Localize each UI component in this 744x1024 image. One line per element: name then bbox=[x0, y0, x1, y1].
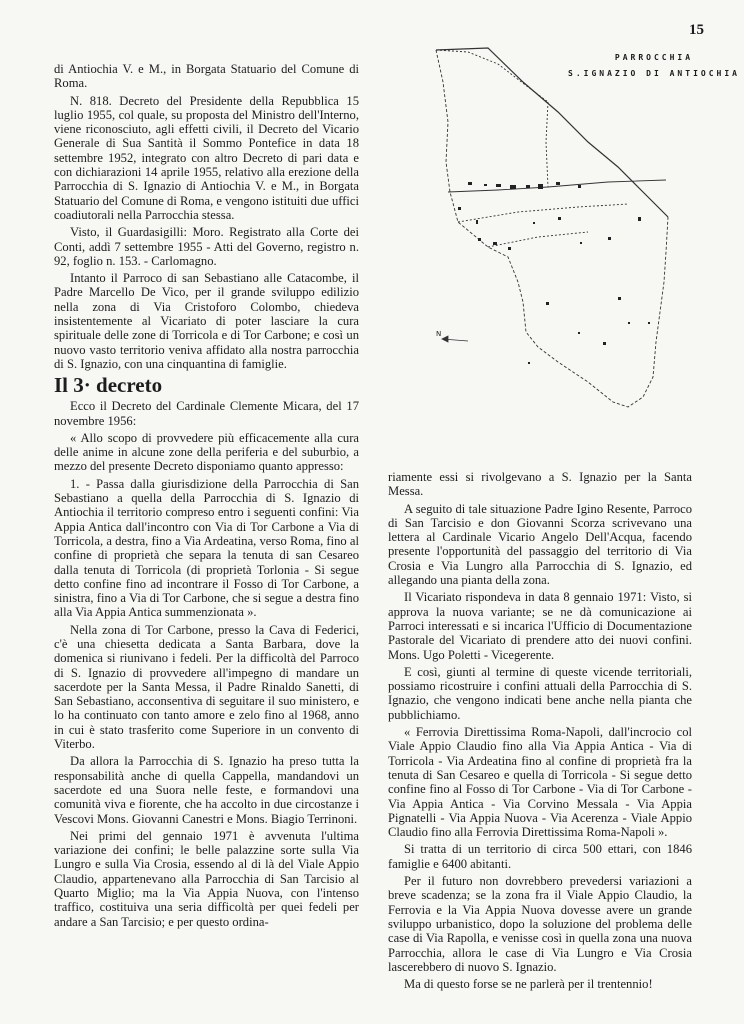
map-title bbox=[568, 50, 740, 82]
map-title-line2: S.IGNAZIO DI ANTIOCHIA bbox=[568, 69, 740, 78]
paragraph: Il Vicariato rispondeva in data 8 gennaio 1971: Visto, si approva la nuova variante; se ne dà comunicazione ai Parroci interessati e si incarica l'Ufficio di Documentazione Pastorale del Vicariato di prendere atto dei nuovi confini. Mons. Ugo Poletti - Vicegerente. bbox=[388, 590, 692, 662]
left-column bbox=[54, 62, 359, 929]
paragraph: N. 818. Decreto del Presidente della Repubblica 15 luglio 1955, col quale, su proposta del Ministro dell'Interno, viene riconosciuto, agli effetti civili, il Decreto del Vicario Generale di Sua Santità il Sommo Pontefice in data 18 settembre 1952, integrato con altro Decreto di pari data e con dichiarazioni 14 aprile 1955, relativo alla erezione della Parrocchia di S. Ignazio di Antiochia V. e M., in Borgata Statuario del Comune di Roma, e vengono istituiti due uffici coadiutorali nella Parrocchia stessa. bbox=[54, 93, 359, 222]
paragraph: Nei primi del gennaio 1971 è avvenuta l'ultima variazione dei confini; le belle palazzine sorte sulla Via Lungro e sulla Via Crosia, essendo al di là del Viale Appio Claudio, appartenevano alla Parrocchia di San Tarcisio al Quarto Miglio; ma la Via Appia Nuova, con l'intenso traffico, costituiva una seria difficoltà per quei fedeli per andare a San Tarcisio; e per questo ordina- bbox=[54, 828, 359, 929]
parish-boundary bbox=[436, 50, 668, 407]
map-title-line1: PARROCCHIA bbox=[614, 53, 694, 62]
paragraph: di Antiochia V. e M., in Borgata Statuario del Comune di Roma. bbox=[54, 62, 359, 91]
north-label: N bbox=[436, 330, 442, 338]
paragraph: E così, giunti al termine di queste vicende territoriali, possiamo ricostruire i confini attuali della Parrocchia di S. Ignazio, che vengono indicati bene anche nella pianta che pubblichiamo. bbox=[388, 664, 692, 722]
paragraph: riamente essi si rivolgevano a S. Ignazio per la Santa Messa. bbox=[388, 470, 692, 499]
paragraph: Intanto il Parroco di san Sebastiano alle Catacombe, il Padre Marcello De Vico, per il grande sviluppo edilizio nella zona di Via Cristoforo Colombo, chiedeva insistentemente al Vicariato di poter lasciare la cura spirituale delle zone di Torricola e di Tor Carbone; e così un nuovo vasto territorio veniva affidato alla nostra parrocchia di S. Ignazio, con una cinquantina di famiglie. bbox=[54, 271, 359, 371]
paragraph: Ecco il Decreto del Cardinale Clemente Micara, del 17 novembre 1956: bbox=[54, 399, 359, 428]
paragraph: Visto, il Guardasigilli: Moro. Registrato alla Corte dei Conti, addì 7 settembre 1955 - Atti del Governo, registro n. 92, foglio n. 153. - Carlomagno. bbox=[54, 225, 359, 268]
paragraph: Ma di questo forse se ne parlerà per il trentennio! bbox=[404, 977, 653, 992]
page-number: 15 bbox=[689, 22, 704, 38]
parish-map bbox=[428, 42, 688, 412]
paragraph: Per il futuro non dovrebbero prevedersi variazioni a breve scadenza; se la zona fra il Viale Appio Claudio, la Ferrovia e la Via Appia Nuova dovesse avere un grande sviluppo urbanistico, dopo la soluzione del problema delle case di Via Rapolla, e venisse così in quella zona una nuova Parrocchia, allora le case di Via Lungro e Via Crosia lascerebbero di nuovo S. Ignazio. bbox=[388, 874, 692, 974]
paragraph: 1. - Passa dalla giurisdizione della Parrocchia di San Sebastiano a quella della Parrocchia di S. Ignazio di Antiochia il territorio compreso entro i seguenti confini: Via Appia Antica dall'incontro con Via di Tor Carbone a Via di Torricola, a destra, fino a Via Ardeatina, verso Roma, fino al confine di proprietà che separa la tenuta di san Cesareo dalla tenuta di Torricola (di proprietà Torlonia - Si segue detto confine fino ad incontrare il Fosso di Tor Carbone, a sinistra, fino a Via di Tor Carbone, che si segue a destra fino alla Via Appia Antica summenzionata ». bbox=[54, 476, 359, 620]
paragraph: « Allo scopo di provvedere più efficacemente alla cura delle anime in alcune zone della periferia e del suburbio, a mezzo del presente Decreto disponiamo quanto appresso: bbox=[54, 430, 359, 474]
paragraph: « Ferrovia Direttissima Roma-Napoli, dall'incrocio col Viale Appio Claudio fino alla Via Appia Antica - Via di Torricola - Via Ardeatina fino al confine di proprietà fra la tenuta di San Cesareo e quella di Torricola - Si segue detto confine fino al Fosso di Tor Carbone - Via di Tor Carbone - Via Appia Antica - Via Corvino Messala - Via Appia Pignatelli - Via Appia Nuova - Via Acerenza - Viale Appio Claudio fino alla Ferrovia Direttissima Roma-Napoli ». bbox=[388, 725, 692, 840]
paragraph: Nella zona di Tor Carbone, presso la Cava di Federici, c'è una chiesetta dedicata a Santa Barbara, dove la domenica si riunivano i fedeli. Per la difficoltà del Parroco di S. Ignazio di provvedere all'impegno di mandare un sacerdote per la Santa Messa, il Padre Rinaldo Sanetti, di San Sebastiano, acconsentiva di seguitare il suo ministero, e lo ha continuato con tanto amore e zelo fino al 1968, anno in cui è stato trasferito come Superiore in un convento di Viterbo. bbox=[54, 622, 359, 752]
right-column bbox=[388, 470, 692, 991]
paragraph: Da allora la Parrocchia di S. Ignazio ha preso tutta la responsabilità anche di quella Cappella, mandandovi un sacerdote ed una Suora nelle feste, e formandovi una comunità viva e fiorente, che ha accolto in due circostanze i Vescovi Mons. Giovanni Canestri e Mons. Biagio Terrinoni. bbox=[54, 754, 359, 826]
paragraph: A seguito di tale situazione Padre Igino Resente, Parroco di San Tarcisio e don Giovanni Scorza scrivevano una lettera al Cardinale Vicario Angelo Dell'Acqua, facendo presente l'opportunità del passaggio del territorio di Via Crosia e Via Lungro alla Parrocchia di S. Ignazio, ed allegando una pianta della zona. bbox=[388, 501, 692, 588]
section-heading: Il 3· decreto bbox=[54, 373, 163, 398]
paragraph: Si tratta di un territorio di circa 500 ettari, con 1846 famiglie e 6400 abitanti. bbox=[388, 842, 692, 871]
